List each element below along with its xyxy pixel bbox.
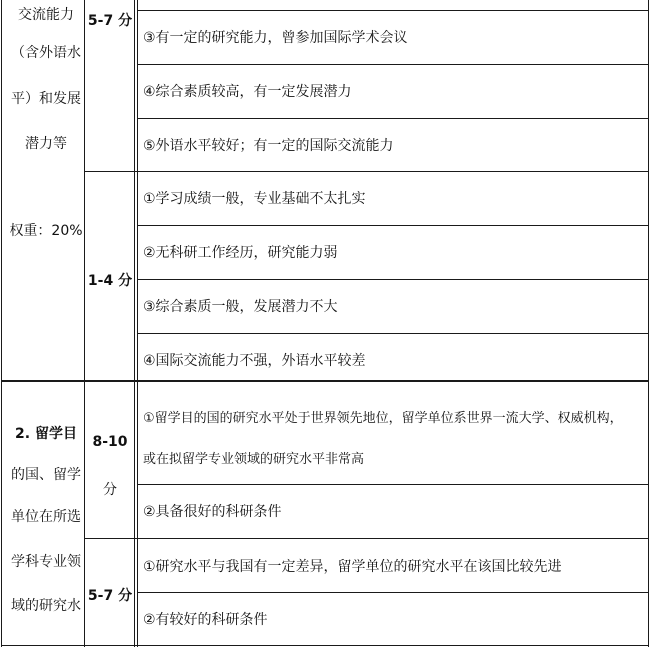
table-border-right [648, 0, 649, 647]
row-line [137, 592, 649, 593]
score-range: 5-7 分 [87, 588, 133, 604]
criterion-description: ②具备很好的科研条件 [143, 504, 282, 520]
row-line [137, 64, 649, 65]
criteria-line: 学科专业领 [11, 554, 81, 570]
score-range: 1-4 分 [87, 273, 133, 289]
row-line [137, 279, 649, 280]
criterion-description: ②有较好的科研条件 [143, 612, 268, 628]
score-range: 8-10 [92, 434, 128, 450]
criterion-description: ③综合素质一般，发展潜力不大 [143, 299, 338, 315]
column-divider-score-d [137, 380, 138, 647]
table-border-left [1, 0, 2, 647]
criterion-description: ④国际交流能力不强，外语水平较差 [143, 353, 366, 369]
criteria-line: （含外语水 [11, 45, 81, 61]
score-range: 分 [103, 482, 117, 498]
column-divider-score-a [134, 0, 135, 380]
criterion-description: ⑤外语水平较好；有一定的国际交流能力 [143, 138, 394, 154]
row-line [137, 118, 649, 119]
row-line [137, 484, 649, 485]
section-divider [1, 380, 649, 382]
table-border-bottom [1, 645, 649, 646]
criteria-line: 交流能力 [18, 7, 74, 23]
criterion-description: ①研究水平与我国有一定差异，留学单位的研究水平在该国比较先进 [143, 559, 562, 575]
row-line [137, 333, 649, 334]
criterion-description: ①学习成绩一般，专业基础不太扎实 [143, 191, 366, 207]
criteria-line: 单位在所选 [11, 509, 81, 525]
criteria-line: 潜力等 [25, 136, 67, 152]
column-divider-criteria [84, 0, 85, 647]
column-divider-score-b [137, 0, 138, 380]
column-divider-score-c [134, 380, 135, 647]
criterion-description: ③有一定的研究能力，曾参加国际学术会议 [143, 30, 408, 46]
criteria-line: 2. 留学目 [15, 426, 77, 442]
row-line [137, 10, 649, 11]
criterion-description: ②无科研工作经历，研究能力弱 [143, 245, 338, 261]
score-range: 5-7 分 [87, 13, 133, 29]
criteria-line: 平）和发展 [11, 91, 81, 107]
criteria-weight: 权重：20% [9, 223, 83, 239]
row-line [84, 538, 649, 539]
criterion-description: 或在拟留学专业领域的研究水平非常高 [143, 452, 365, 467]
criteria-line: 的国、留学 [11, 467, 81, 483]
criteria-line: 域的研究水 [11, 598, 81, 614]
criterion-description: ①留学目的国的研究水平处于世界领先地位，留学单位系世界一流大学、权威机构， [143, 411, 623, 426]
criterion-description: ④综合素质较高，有一定发展潜力 [143, 84, 352, 100]
row-line [84, 171, 649, 172]
row-line [137, 225, 649, 226]
